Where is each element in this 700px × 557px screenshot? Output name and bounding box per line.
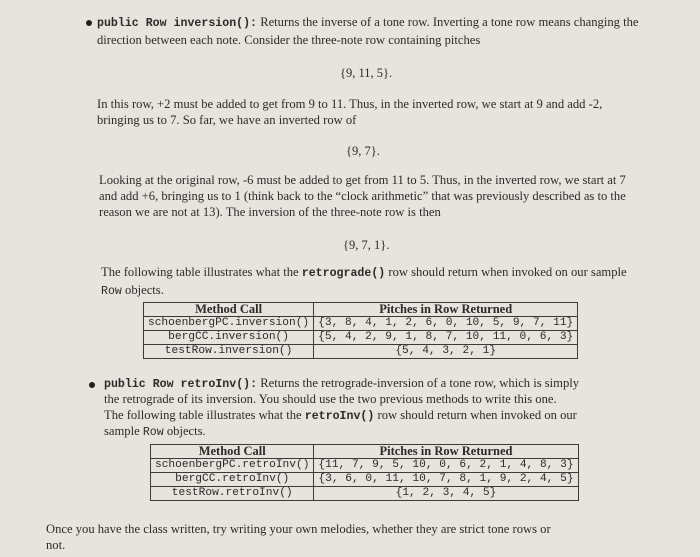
inversion-intro: Returns the inverse of a tone row. Inverting a tone row means changing the direction between each note. Consider the three-note row containing pitches <box>97 15 639 47</box>
table-row <box>151 473 579 487</box>
table-intro-post: objects. <box>125 283 164 297</box>
table-row <box>151 487 579 501</box>
method-call-cell: bergCC.retroInv() <box>151 473 314 487</box>
table-header-row <box>144 303 578 317</box>
bullet-retroinv <box>89 382 95 388</box>
retroinv-table <box>150 444 579 501</box>
retroinv-line-2: the retrograde of its inversion. You should use the two previous methods to write this one. <box>104 392 557 406</box>
inversion-signature: public Row inversion(): <box>97 17 258 30</box>
table-intro-code: retrograde() <box>301 267 386 280</box>
inversion-table <box>143 302 578 359</box>
retroinv-line-3-post: row should return when invoked on our <box>377 408 577 422</box>
table-row <box>151 459 579 473</box>
pitches-cell: {11, 7, 9, 5, 10, 0, 6, 2, 1, 4, 8, 3} <box>314 459 578 473</box>
retroinv-line-4-pre: sample <box>104 424 140 438</box>
math-row-1: {9, 11, 5}. <box>340 66 393 80</box>
retroinv-line-4 <box>104 423 206 441</box>
retroinv-signature: public Row retroInv(): <box>104 378 258 391</box>
header-method-call: Method Call <box>144 303 314 317</box>
pitches-cell: {3, 6, 0, 11, 10, 7, 8, 1, 9, 2, 4, 5} <box>314 473 578 487</box>
table-header-row <box>151 445 579 459</box>
pitches-cell: {3, 8, 4, 1, 2, 6, 0, 10, 5, 9, 7, 11} <box>314 317 578 331</box>
pitches-cell: {5, 4, 3, 2, 1} <box>314 345 578 359</box>
retroinv-line-4-code: Row <box>142 426 164 439</box>
inversion-table-intro <box>101 264 641 300</box>
method-call-cell: bergCC.inversion() <box>144 331 314 345</box>
inversion-paragraph-2: In this row, +2 must be added to get from 9 to 11. Thus, in the inverted row, we start at 9 and add -2, bringing us to 7. So far, we have an inverted row of <box>97 97 603 127</box>
retroinv-line-3-pre: The following table illustrates what the <box>104 408 302 422</box>
closing-line-1: Once you have the class written, try writing your own melodies, whether they are strict tone rows or <box>46 522 551 536</box>
closing-line-2: not. <box>46 538 66 552</box>
header-method-call: Method Call <box>151 445 314 459</box>
method-call-cell: schoenbergPC.inversion() <box>144 317 314 331</box>
table-row <box>144 345 578 359</box>
table-intro-mid: row should return when invoked on our sample <box>388 265 627 279</box>
pitches-cell: {5, 4, 2, 9, 1, 8, 7, 10, 11, 0, 6, 3} <box>314 331 578 345</box>
method-call-cell: schoenbergPC.retroInv() <box>151 459 314 473</box>
table-intro-code2: Row <box>101 285 122 298</box>
table-intro-pre: The following table illustrates what the <box>101 265 299 279</box>
method-call-cell: testRow.inversion() <box>144 345 314 359</box>
inversion-paragraph-3: Looking at the original row, -6 must be added to get from 11 to 5. Thus, in the inverted row, we start at 7 and add +6, bringing us to 1 (think back to the “clock arithmetic” that was previously described as to the reason we are not at 13). The inversion of the three-note row is then <box>99 173 626 219</box>
bullet-inversion <box>86 20 92 26</box>
header-pitches: Pitches in Row Returned <box>314 445 578 459</box>
method-call-cell: testRow.retroInv() <box>151 487 314 501</box>
math-row-3: {9, 7, 1}. <box>343 238 390 252</box>
pitches-cell: {1, 2, 3, 4, 5} <box>314 487 578 501</box>
retroinv-line-4-post: objects. <box>166 424 206 438</box>
header-pitches: Pitches in Row Returned <box>314 303 578 317</box>
retroinv-line-1-text: Returns the retrograde-inversion of a tone row, which is simply <box>260 376 580 390</box>
math-row-2: {9, 7}. <box>346 144 380 158</box>
retroinv-line-3-code: retroInv() <box>304 410 375 423</box>
inversion-line-1 <box>97 14 657 48</box>
table-row <box>144 331 578 345</box>
table-row <box>144 317 578 331</box>
